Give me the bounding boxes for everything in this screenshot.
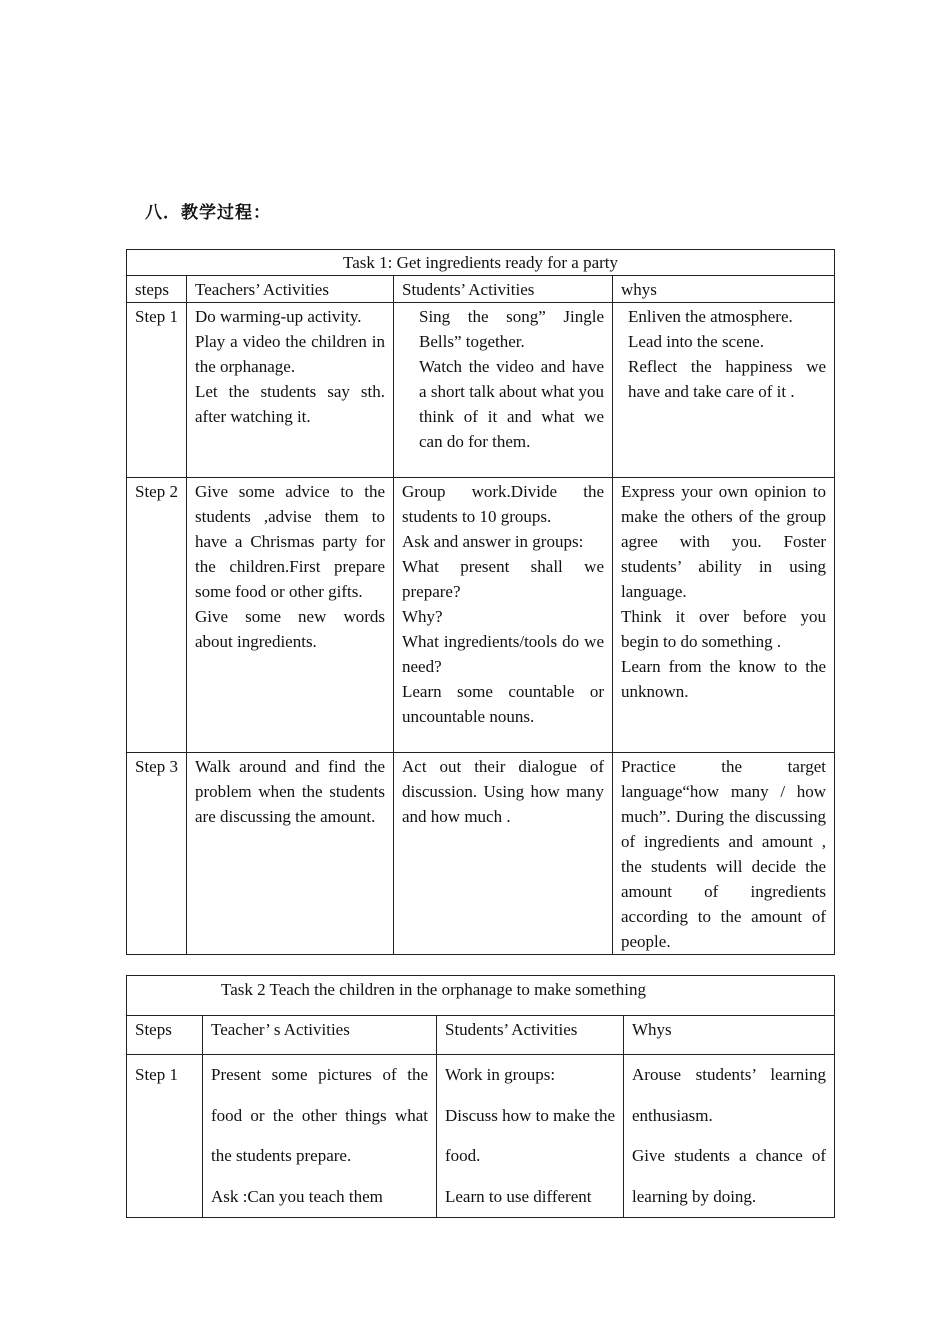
cell-line: Watch the video and have a short talk about what you think of it and what we can do for them. bbox=[419, 357, 604, 451]
task2-header-row bbox=[127, 1016, 835, 1055]
teacher-activities bbox=[203, 1055, 437, 1218]
cell-line: Group work.Divide the students to 10 groups. bbox=[402, 482, 604, 526]
cell-line: Act out their dialogue of discussion. Using how many and how much . bbox=[402, 757, 604, 826]
task1-header-students: Students’ Activities bbox=[394, 276, 613, 303]
task2-header-steps: Steps bbox=[127, 1016, 203, 1055]
cell-line: Give some advice to the students ,advise them to have a Chrismas party for the children.First prepare some food or other gifts. bbox=[195, 482, 385, 601]
cell-line: Reflect the happiness we have and take care of it . bbox=[628, 357, 827, 401]
task1-table bbox=[126, 249, 835, 955]
cell-line: Sing the song” Jingle Bells” together. bbox=[419, 307, 604, 351]
cell-line: Think it over before you begin to do something . bbox=[621, 607, 827, 651]
table-row bbox=[127, 478, 835, 753]
cell-line: Why? bbox=[402, 607, 443, 626]
teacher-activities bbox=[187, 478, 394, 753]
cell-line: Discuss how to make the food. bbox=[445, 1105, 615, 1165]
cell-line: Play a video the children in the orphanage. bbox=[195, 332, 385, 376]
teacher-activities bbox=[187, 753, 394, 955]
step-label: Step 3 bbox=[127, 753, 187, 955]
whys-cell bbox=[624, 1055, 835, 1218]
cell-line: Learn some countable or uncountable nouns. bbox=[402, 682, 604, 726]
task1-header-whys: whys bbox=[613, 276, 835, 303]
student-activities bbox=[394, 478, 613, 753]
section-heading: 八．教学过程： bbox=[145, 203, 271, 223]
whys-cell bbox=[613, 478, 835, 753]
table-row bbox=[127, 1055, 835, 1218]
cell-line: Present some pictures of the food or the other things what the students prepare. bbox=[211, 1065, 428, 1165]
task1-header-row bbox=[127, 276, 835, 303]
table-row bbox=[127, 303, 835, 478]
student-activities bbox=[394, 753, 613, 955]
cell-line: Give students a chance of learning by doing. bbox=[632, 1146, 827, 1206]
cell-line: Walk around and find the problem when the students are discussing the amount. bbox=[195, 757, 385, 826]
task2-header-whys: Whys bbox=[624, 1016, 835, 1055]
student-activities bbox=[437, 1055, 624, 1218]
cell-line: Give some new words about ingredients. bbox=[195, 607, 385, 651]
cell-line: Practice the target language“how many / how much”. During the discussing of ingredients and amount , the students will decide the amount of ingredients according to the amount of people. bbox=[621, 757, 827, 951]
task2-title: Task 2 Teach the children in the orphanage to make something bbox=[127, 976, 835, 1016]
task2-table bbox=[126, 975, 835, 1218]
cell-line: Learn from the know to the unknown. bbox=[621, 657, 827, 701]
whys-cell bbox=[613, 303, 835, 478]
cell-line: Learn to use different bbox=[445, 1186, 592, 1206]
task1-header-teacher: Teachers’ Activities bbox=[187, 276, 394, 303]
cell-line: Enliven the atmosphere. bbox=[628, 307, 793, 326]
cell-line: Express your own opinion to make the others of the group agree with you. Foster students’ ability in using language. bbox=[621, 482, 827, 601]
cell-line: What ingredients/tools do we need? bbox=[402, 632, 604, 676]
cell-line: Ask :Can you teach them bbox=[211, 1186, 383, 1206]
cell-line: Work in groups: bbox=[445, 1065, 556, 1084]
cell-line: Lead into the scene. bbox=[628, 332, 764, 351]
cell-line: Let the students say sth. after watching it. bbox=[195, 382, 385, 426]
cell-line: Arouse students’ learning enthusiasm. bbox=[632, 1065, 827, 1125]
task1-title: Task 1: Get ingredients ready for a party bbox=[127, 250, 835, 276]
step-label: Step 2 bbox=[127, 478, 187, 753]
task2-header-teacher: Teacher’ s Activities bbox=[203, 1016, 437, 1055]
whys-cell bbox=[613, 753, 835, 955]
teacher-activities bbox=[187, 303, 394, 478]
step-label: Step 1 bbox=[127, 1055, 203, 1218]
cell-line: Do warming-up activity. bbox=[195, 307, 362, 326]
table-row bbox=[127, 753, 835, 955]
task1-header-steps: steps bbox=[127, 276, 187, 303]
step-label: Step 1 bbox=[127, 303, 187, 478]
cell-line: What present shall we prepare? bbox=[402, 557, 604, 601]
cell-line: Ask and answer in groups: bbox=[402, 532, 584, 551]
student-activities bbox=[394, 303, 613, 478]
task2-header-students: Students’ Activities bbox=[437, 1016, 624, 1055]
